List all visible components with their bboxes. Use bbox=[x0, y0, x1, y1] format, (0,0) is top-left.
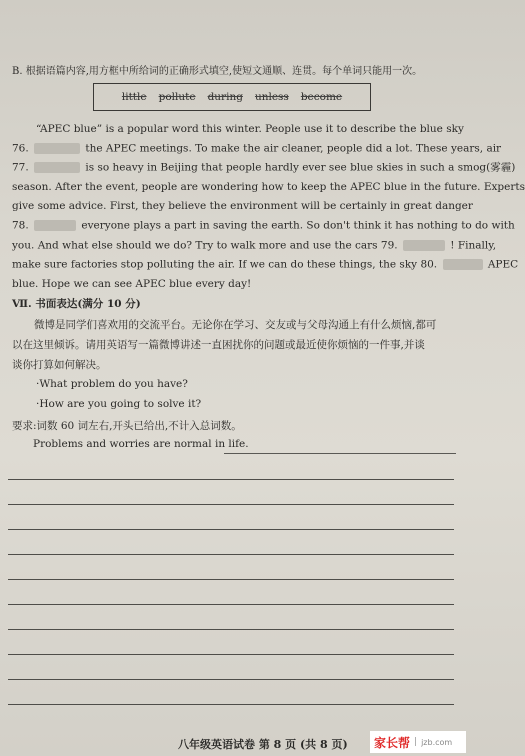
passage-line-1: “APEC blue” is a popular word this winter. People use it to describe the blue sky bbox=[36, 123, 464, 135]
writing-prompt-line-1: 微博是同学们喜欢用的交流平台。无论你在学习、交友或与父母沟通上有什么烦恼,都可 bbox=[34, 319, 437, 331]
writing-opening-sentence: Problems and worries are normal in life. bbox=[33, 438, 249, 450]
word-become: become bbox=[300, 91, 343, 103]
writing-prompt-line-3: 谈你打算如何解决。 bbox=[12, 359, 107, 371]
writing-line[interactable] bbox=[8, 579, 454, 580]
writing-question-1: ·What problem do you have? bbox=[36, 378, 188, 390]
passage-line-3 bbox=[12, 161, 516, 174]
passage-line-8-text: make sure factories stop polluting the air. If we can do these things, the sky 80. bbox=[12, 258, 438, 271]
word-pollute: pollute bbox=[158, 91, 196, 103]
passage-line-8 bbox=[12, 258, 519, 271]
blank-78-number: 78. bbox=[12, 219, 29, 232]
watermark-brand: 家长帮 bbox=[374, 735, 411, 750]
passage-line-7 bbox=[12, 239, 497, 252]
passage-line-4: season. After the event, people are wondering how to keep the APEC blue in the future. Experts bbox=[12, 181, 525, 193]
watermark-site: jzb.com bbox=[421, 737, 453, 747]
writing-line[interactable] bbox=[8, 629, 454, 630]
writing-line[interactable] bbox=[8, 704, 454, 705]
blank-78[interactable] bbox=[34, 220, 76, 231]
section-b-instruction: B. 根据语篇内容,用方框中所给词的正确形式填空,使短文通顺、连贯。每个单词只能用一次。 bbox=[12, 66, 423, 77]
writing-requirement: 要求:词数 60 词左右,开头已给出,不计入总词数。 bbox=[12, 420, 242, 432]
passage-line-5: give some advice. First, they believe the environment will be certainly in great danger bbox=[12, 200, 473, 212]
word-unless: unless bbox=[254, 91, 289, 103]
passage-line-6 bbox=[12, 219, 515, 232]
blank-79[interactable] bbox=[403, 240, 445, 251]
page-footer: 八年级英语试卷 第 8 页 (共 8 页) bbox=[178, 738, 348, 751]
passage-line-8-end: APEC bbox=[487, 258, 519, 271]
passage-line-6-text: everyone plays a part in saving the earth. So don't think it has nothing to do with bbox=[81, 219, 515, 232]
writing-section-title: Ⅶ. 书面表达(满分 10 分) bbox=[12, 298, 141, 310]
blank-77-number: 77. bbox=[12, 161, 29, 174]
passage-line-7-text: you. And what else should we do? Try to walk more and use the cars 79. bbox=[12, 239, 398, 252]
writing-line[interactable] bbox=[8, 529, 454, 530]
writing-question-2: ·How are you going to solve it? bbox=[36, 398, 202, 410]
writing-line[interactable] bbox=[8, 654, 454, 655]
writing-line[interactable] bbox=[8, 554, 454, 555]
blank-80[interactable] bbox=[443, 259, 483, 270]
word-little: little bbox=[121, 91, 147, 103]
writing-line[interactable] bbox=[8, 479, 454, 480]
writing-prompt-line-2: 以在这里倾诉。请用英语写一篇微博讲述一直困扰你的问题或最近使你烦恼的一件事,并谈 bbox=[12, 339, 425, 351]
writing-line-0[interactable] bbox=[224, 453, 456, 454]
passage-line-7-end: ! Finally, bbox=[450, 239, 497, 252]
passage-line-2-text: the APEC meetings. To make the air cleaner, people did a lot. These years, air bbox=[85, 142, 502, 155]
passage-line-2 bbox=[12, 142, 502, 155]
blank-76[interactable] bbox=[34, 143, 80, 154]
blank-77[interactable] bbox=[34, 162, 80, 173]
passage-line-3-text: is so heavy in Beijing that people hardly ever see blue skies in such a smog(雾霾) bbox=[85, 161, 516, 174]
passage-line-9: blue. Hope we can see APEC blue every day! bbox=[12, 278, 252, 290]
writing-line[interactable] bbox=[8, 504, 454, 505]
jzb-watermark-logo bbox=[370, 731, 466, 753]
watermark-separator: | bbox=[414, 737, 418, 747]
word-box bbox=[93, 83, 371, 111]
blank-76-number: 76. bbox=[12, 142, 29, 155]
writing-line[interactable] bbox=[8, 679, 454, 680]
word-during: during bbox=[207, 91, 243, 103]
writing-line[interactable] bbox=[8, 604, 454, 605]
